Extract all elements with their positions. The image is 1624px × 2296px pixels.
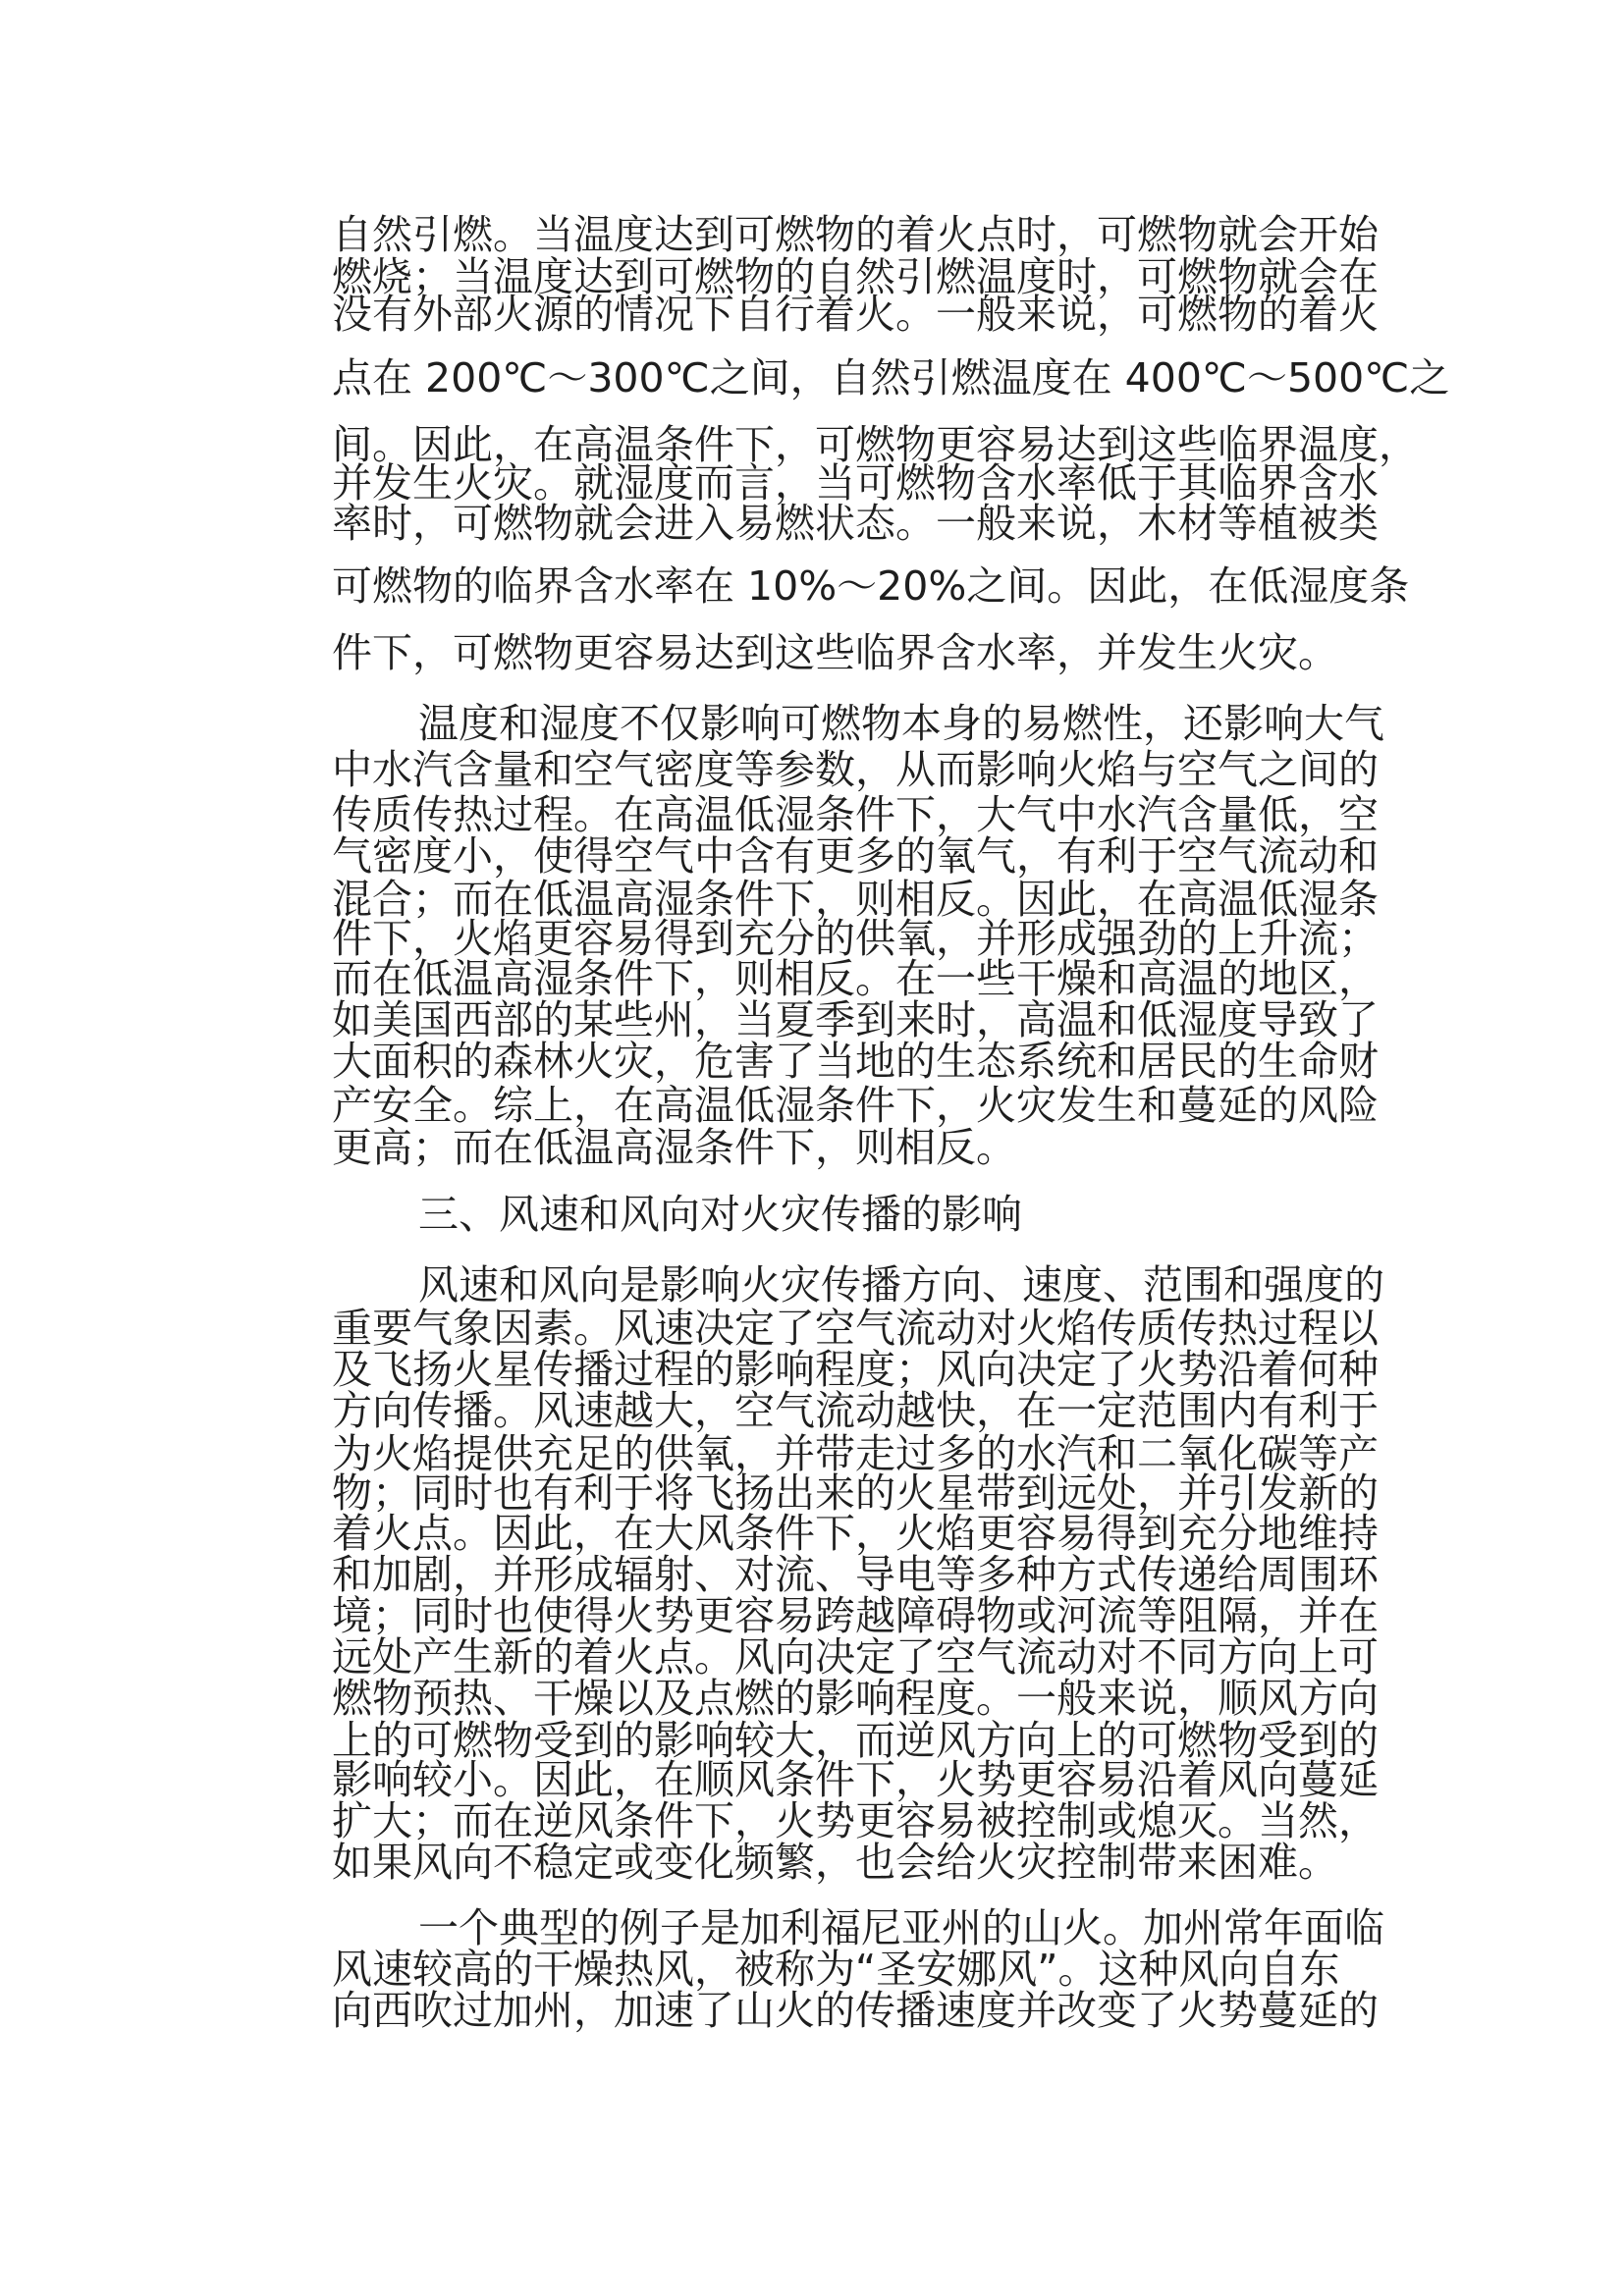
paragraph-line: 如美国西部的某些州，当夏季到来时，高温和低湿度导致了	[332, 996, 1379, 1043]
paragraph-line: 物；同时也有利于将飞扬出来的火星带到远处，并引发新的	[332, 1469, 1379, 1517]
paragraph-line: 更高；而在低温高湿条件下，则相反。	[332, 1124, 1016, 1171]
paragraph-line: 中水汽含量和空气密度等参数，从而影响火焰与空气之间的	[332, 746, 1379, 793]
paragraph-line: 风速和风向是影响火灾传播方向、速度、范围和强度的	[418, 1261, 1384, 1308]
paragraph-line: 重要气象因素。风速决定了空气流动对火焰传质传热过程以	[332, 1305, 1379, 1352]
paragraph-line: 上的可燃物受到的影响较大，而逆风方向上的可燃物受到的	[332, 1717, 1379, 1764]
paragraph-line: 率时，可燃物就会进入易燃状态。一般来说，木材等植被类	[332, 500, 1379, 547]
paragraph-line: 及飞扬火星传播过程的影响程度；风向决定了火势沿着何种	[332, 1346, 1379, 1393]
paragraph-line: 间。因此，在高温条件下，可燃物更容易达到这些临界温度，	[332, 421, 1419, 468]
paragraph-line: 扩大；而在逆风条件下，火势更容易被控制或熄灭。当然，	[332, 1797, 1379, 1844]
paragraph-line: 而在低温高湿条件下，则相反。在一些干燥和高温的地区，	[332, 955, 1379, 1002]
paragraph-line: 点在 200℃～300℃之间，自然引燃温度在 400℃～500℃之	[332, 354, 1450, 401]
section-heading: 三、风速和风向对火灾传播的影响	[418, 1191, 1022, 1238]
paragraph-line: 件下，火焰更容易得到充分的供氧，并形成强劲的上升流；	[332, 915, 1379, 962]
paragraph-line: 影响较小。因此，在顺风条件下，火势更容易沿着风向蔓延	[332, 1756, 1379, 1803]
paragraph-line: 燃烧；当温度达到可燃物的自然引燃温度时，可燃物就会在	[332, 253, 1379, 300]
paragraph-line: 并发生火灾。就湿度而言，当可燃物含水率低于其临界含水	[332, 459, 1379, 507]
paragraph-line: 向西吹过加州，加速了山火的传播速度并改变了火势蔓延的	[332, 1987, 1379, 2034]
paragraph-line: 没有外部火源的情况下自行着火。一般来说，可燃物的着火	[332, 291, 1379, 338]
paragraph-line: 温度和湿度不仅影响可燃物本身的易燃性，还影响大气	[418, 700, 1384, 747]
paragraph-line: 远处产生新的着火点。风向决定了空气流动对不同方向上可	[332, 1633, 1379, 1681]
paragraph-line: 风速较高的干燥热风，被称为“圣安娜风”。这种风向自东	[332, 1946, 1340, 1993]
paragraph-line: 燃物预热、干燥以及点燃的影响程度。一般来说，顺风方向	[332, 1675, 1379, 1722]
paragraph-line: 混合；而在低温高湿条件下，则相反。因此，在高温低湿条	[332, 876, 1379, 923]
paragraph-line: 如果风向不稳定或变化频繁，也会给火灾控制带来困难。	[332, 1839, 1338, 1886]
paragraph-line: 件下，可燃物更容易达到这些临界含水率，并发生火灾。	[332, 629, 1338, 676]
paragraph-line: 自然引燃。当温度达到可燃物的着火点时，可燃物就会开始	[332, 211, 1379, 258]
paragraph-line: 着火点。因此，在大风条件下，火焰更容易得到充分地维持	[332, 1510, 1379, 1557]
paragraph-line: 产安全。综上，在高温低湿条件下，火灾发生和蔓延的风险	[332, 1082, 1379, 1129]
paragraph-line: 为火焰提供充足的供氧，并带走过多的水汽和二氧化碳等产	[332, 1430, 1379, 1477]
paragraph-line: 方向传播。风速越大，空气流动越快，在一定范围内有利于	[332, 1387, 1379, 1434]
paragraph-line: 可燃物的临界含水率在 10%～20%之间。因此，在低湿度条	[332, 562, 1410, 610]
paragraph-line: 一个典型的例子是加利福尼亚州的山火。加州常年面临	[418, 1904, 1384, 1951]
paragraph-line: 大面积的森林火灾，危害了当地的生态系统和居民的生命财	[332, 1038, 1379, 1085]
paragraph-line: 气密度小，使得空气中含有更多的氧气，有利于空气流动和	[332, 832, 1379, 880]
paragraph-line: 和加剧，并形成辐射、对流、导电等多种方式传递给周围环	[332, 1551, 1379, 1598]
paragraph-line: 传质传热过程。在高温低湿条件下，大气中水汽含量低，空	[332, 791, 1379, 838]
paragraph-line: 境；同时也使得火势更容易跨越障碍物或河流等阻隔，并在	[332, 1592, 1379, 1639]
